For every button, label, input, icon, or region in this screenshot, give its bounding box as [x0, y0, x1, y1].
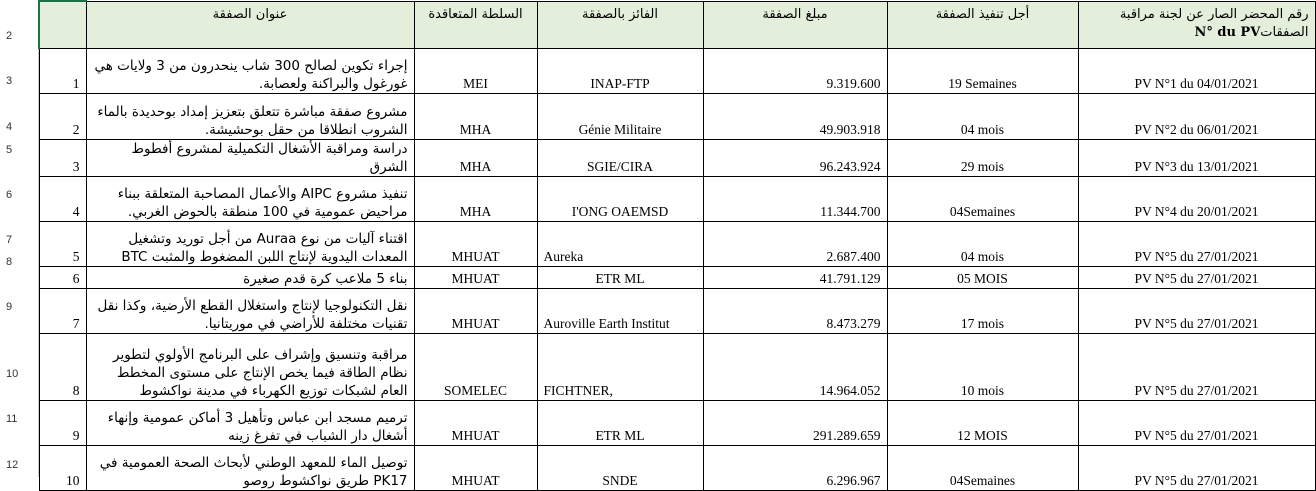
row-authority[interactable]: MHA	[414, 139, 537, 176]
row-num[interactable]: 7	[39, 288, 86, 333]
table-row	[39, 221, 1315, 266]
row-winner[interactable]: I'ONG OAEMSD	[537, 176, 703, 221]
row-amount[interactable]: 41.791.129	[703, 266, 887, 288]
row-amount[interactable]: 9.319.600	[703, 48, 887, 93]
row-winner[interactable]: INAP-FTP	[537, 48, 703, 93]
row-winner[interactable]: Aureka	[537, 221, 703, 266]
row-pv[interactable]: PV N°3 du 13/01/2021	[1078, 139, 1315, 176]
row-title[interactable]: بناء 5 ملاعب كرة قدم صغيرة	[86, 266, 414, 288]
header-pv[interactable]	[1078, 1, 1315, 48]
header-title[interactable]: عنوان الصفقة	[86, 1, 414, 48]
row-authority[interactable]: SOMELEC	[414, 333, 537, 400]
row-amount[interactable]: 6.296.967	[703, 445, 887, 490]
row-duration[interactable]: 04 mois	[887, 221, 1078, 266]
row-authority[interactable]: MHUAT	[414, 288, 537, 333]
row-pv[interactable]: PV N°4 du 20/01/2021	[1078, 176, 1315, 221]
row-amount[interactable]: 291.289.659	[703, 400, 887, 445]
row-number[interactable]: 7	[6, 234, 13, 246]
row-duration[interactable]: 12 MOIS	[887, 400, 1078, 445]
row-number[interactable]: 9	[6, 301, 13, 313]
row-authority[interactable]: MEI	[414, 48, 537, 93]
row-title[interactable]: نقل التكنولوجيا لإنتاج واستغلال القطع الأرضية، وكذا نقل تقنيات مختلفة للأراضي في موريتانيا.	[86, 288, 414, 333]
row-duration[interactable]: 04Semaines	[887, 445, 1078, 490]
table-row	[39, 93, 1315, 139]
row-duration[interactable]: 04 mois	[887, 93, 1078, 139]
row-pv[interactable]: PV N°1 du 04/01/2021	[1078, 48, 1315, 93]
row-pv[interactable]: PV N°5 du 27/01/2021	[1078, 400, 1315, 445]
row-num[interactable]: 6	[39, 266, 86, 288]
row-winner[interactable]: SNDE	[537, 445, 703, 490]
row-pv[interactable]: PV N°2 du 06/01/2021	[1078, 93, 1315, 139]
table-row	[39, 445, 1315, 490]
row-pv[interactable]: PV N°5 du 27/01/2021	[1078, 288, 1315, 333]
row-winner[interactable]: SGIE/CIRA	[537, 139, 703, 176]
row-title[interactable]: دراسة ومراقبة الأشغال التكميلية لمشروع أفطوط الشرق	[86, 139, 414, 176]
row-number[interactable]: 2	[6, 30, 13, 42]
header-pv-bold: N° du PV	[1194, 24, 1261, 40]
row-header-column	[0, 0, 39, 477]
row-winner[interactable]: Auroville Earth Institut	[537, 288, 703, 333]
row-title[interactable]: ترميم مسجد ابن عباس وتأهيل 3 أماكن عمومية وإنهاء أشغال دار الشباب في تفرغ زينه	[86, 400, 414, 445]
contracts-table	[38, 0, 1316, 491]
row-title[interactable]: مراقبة وتنسيق وإشراف على البرنامج الأولوي لتطوير نظام الطاقة فيما يخص الإنتاج على مستوى المخطط العام لشبكات توزيع الكهرباء في مدينة نواكشوط	[86, 333, 414, 400]
row-num[interactable]: 5	[39, 221, 86, 266]
table-row	[39, 400, 1315, 445]
row-duration[interactable]: 29 mois	[887, 139, 1078, 176]
row-num[interactable]: 3	[39, 139, 86, 176]
row-winner[interactable]: FICHTNER,	[537, 333, 703, 400]
header-pv-line2-ar: الصفقات	[1260, 24, 1309, 40]
row-pv[interactable]: PV N°5 du 27/01/2021	[1078, 333, 1315, 400]
row-number[interactable]: 10	[6, 368, 19, 380]
row-num[interactable]: 4	[39, 176, 86, 221]
header-row	[39, 1, 1315, 48]
row-amount[interactable]: 2.687.400	[703, 221, 887, 266]
table-row	[39, 139, 1315, 176]
row-duration[interactable]: 19 Semaines	[887, 48, 1078, 93]
header-authority[interactable]: السلطة المتعاقدة	[414, 1, 537, 48]
header-num-cell[interactable]	[39, 1, 86, 48]
row-number[interactable]: 12	[6, 459, 19, 471]
row-winner[interactable]: ETR ML	[537, 400, 703, 445]
row-num[interactable]: 2	[39, 93, 86, 139]
row-winner[interactable]: ETR ML	[537, 266, 703, 288]
row-winner[interactable]: Génie Militaire	[537, 93, 703, 139]
row-num[interactable]: 8	[39, 333, 86, 400]
row-amount[interactable]: 8.473.279	[703, 288, 887, 333]
header-winner[interactable]: الفائز بالصفقة	[537, 1, 703, 48]
header-duration[interactable]: أجل تنفيذ الصفقة	[887, 1, 1078, 48]
row-number[interactable]: 5	[6, 144, 13, 156]
table-row	[39, 288, 1315, 333]
row-duration[interactable]: 10 mois	[887, 333, 1078, 400]
row-amount[interactable]: 14.964.052	[703, 333, 887, 400]
row-pv[interactable]: PV N°5 du 27/01/2021	[1078, 266, 1315, 288]
row-pv[interactable]: PV N°5 du 27/01/2021	[1078, 221, 1315, 266]
row-number[interactable]: 6	[6, 189, 13, 201]
row-title[interactable]: إجراء تكوين لصالح 300 شاب ينحدرون من 3 ولايات هي غورغول والبراكنة ولعصابة.	[86, 48, 414, 93]
row-amount[interactable]: 49.903.918	[703, 93, 887, 139]
row-duration[interactable]: 04Semaines	[887, 176, 1078, 221]
row-title[interactable]: اقتناء آليات من نوع Auraa من أجل توريد وتشغيل المعدات اليدوية لإنتاج اللبن المضغوط والمثبت BTC	[86, 221, 414, 266]
row-number[interactable]: 4	[6, 121, 13, 133]
row-title[interactable]: تنفيذ مشروع AIPC والأعمال المصاحبة المتعلقة ببناء مراحيض عمومية في 100 منطقة بالحوض الغربي.	[86, 176, 414, 221]
row-authority[interactable]: MHA	[414, 93, 537, 139]
row-amount[interactable]: 96.243.924	[703, 139, 887, 176]
header-pv-line1: رقم المحضر الصار عن لجنة مراقبة	[1119, 6, 1309, 22]
row-duration[interactable]: 17 mois	[887, 288, 1078, 333]
table-row	[39, 48, 1315, 93]
row-authority[interactable]: MHUAT	[414, 266, 537, 288]
row-pv[interactable]: PV N°5 du 27/01/2021	[1078, 445, 1315, 490]
table-row	[39, 333, 1315, 400]
row-number[interactable]: 3	[6, 75, 13, 87]
header-amount[interactable]: مبلغ الصفقة	[703, 1, 887, 48]
row-authority[interactable]: MHA	[414, 176, 537, 221]
row-num[interactable]: 1	[39, 48, 86, 93]
row-amount[interactable]: 11.344.700	[703, 176, 887, 221]
row-num[interactable]: 9	[39, 400, 86, 445]
row-authority[interactable]: MHUAT	[414, 400, 537, 445]
table-row	[39, 176, 1315, 221]
row-duration[interactable]: 05 MOIS	[887, 266, 1078, 288]
row-number[interactable]: 11	[6, 413, 18, 425]
table-row	[39, 266, 1315, 288]
header-pv-line2	[1085, 24, 1309, 42]
row-title[interactable]: مشروع صفقة مباشرة تتعلق بتعزيز إمداد بوحديدة بالماء الشروب انطلاقا من حقل بوحشيشة.	[86, 93, 414, 139]
row-title[interactable]: توصيل الماء للمعهد الوطني لأبحاث الصحة العمومية في PK17 طريق نواكشوط روصو	[86, 445, 414, 490]
row-authority[interactable]: MHUAT	[414, 221, 537, 266]
row-num[interactable]: 10	[39, 445, 86, 490]
row-authority[interactable]: MHUAT	[414, 445, 537, 490]
row-number[interactable]: 8	[6, 256, 13, 268]
